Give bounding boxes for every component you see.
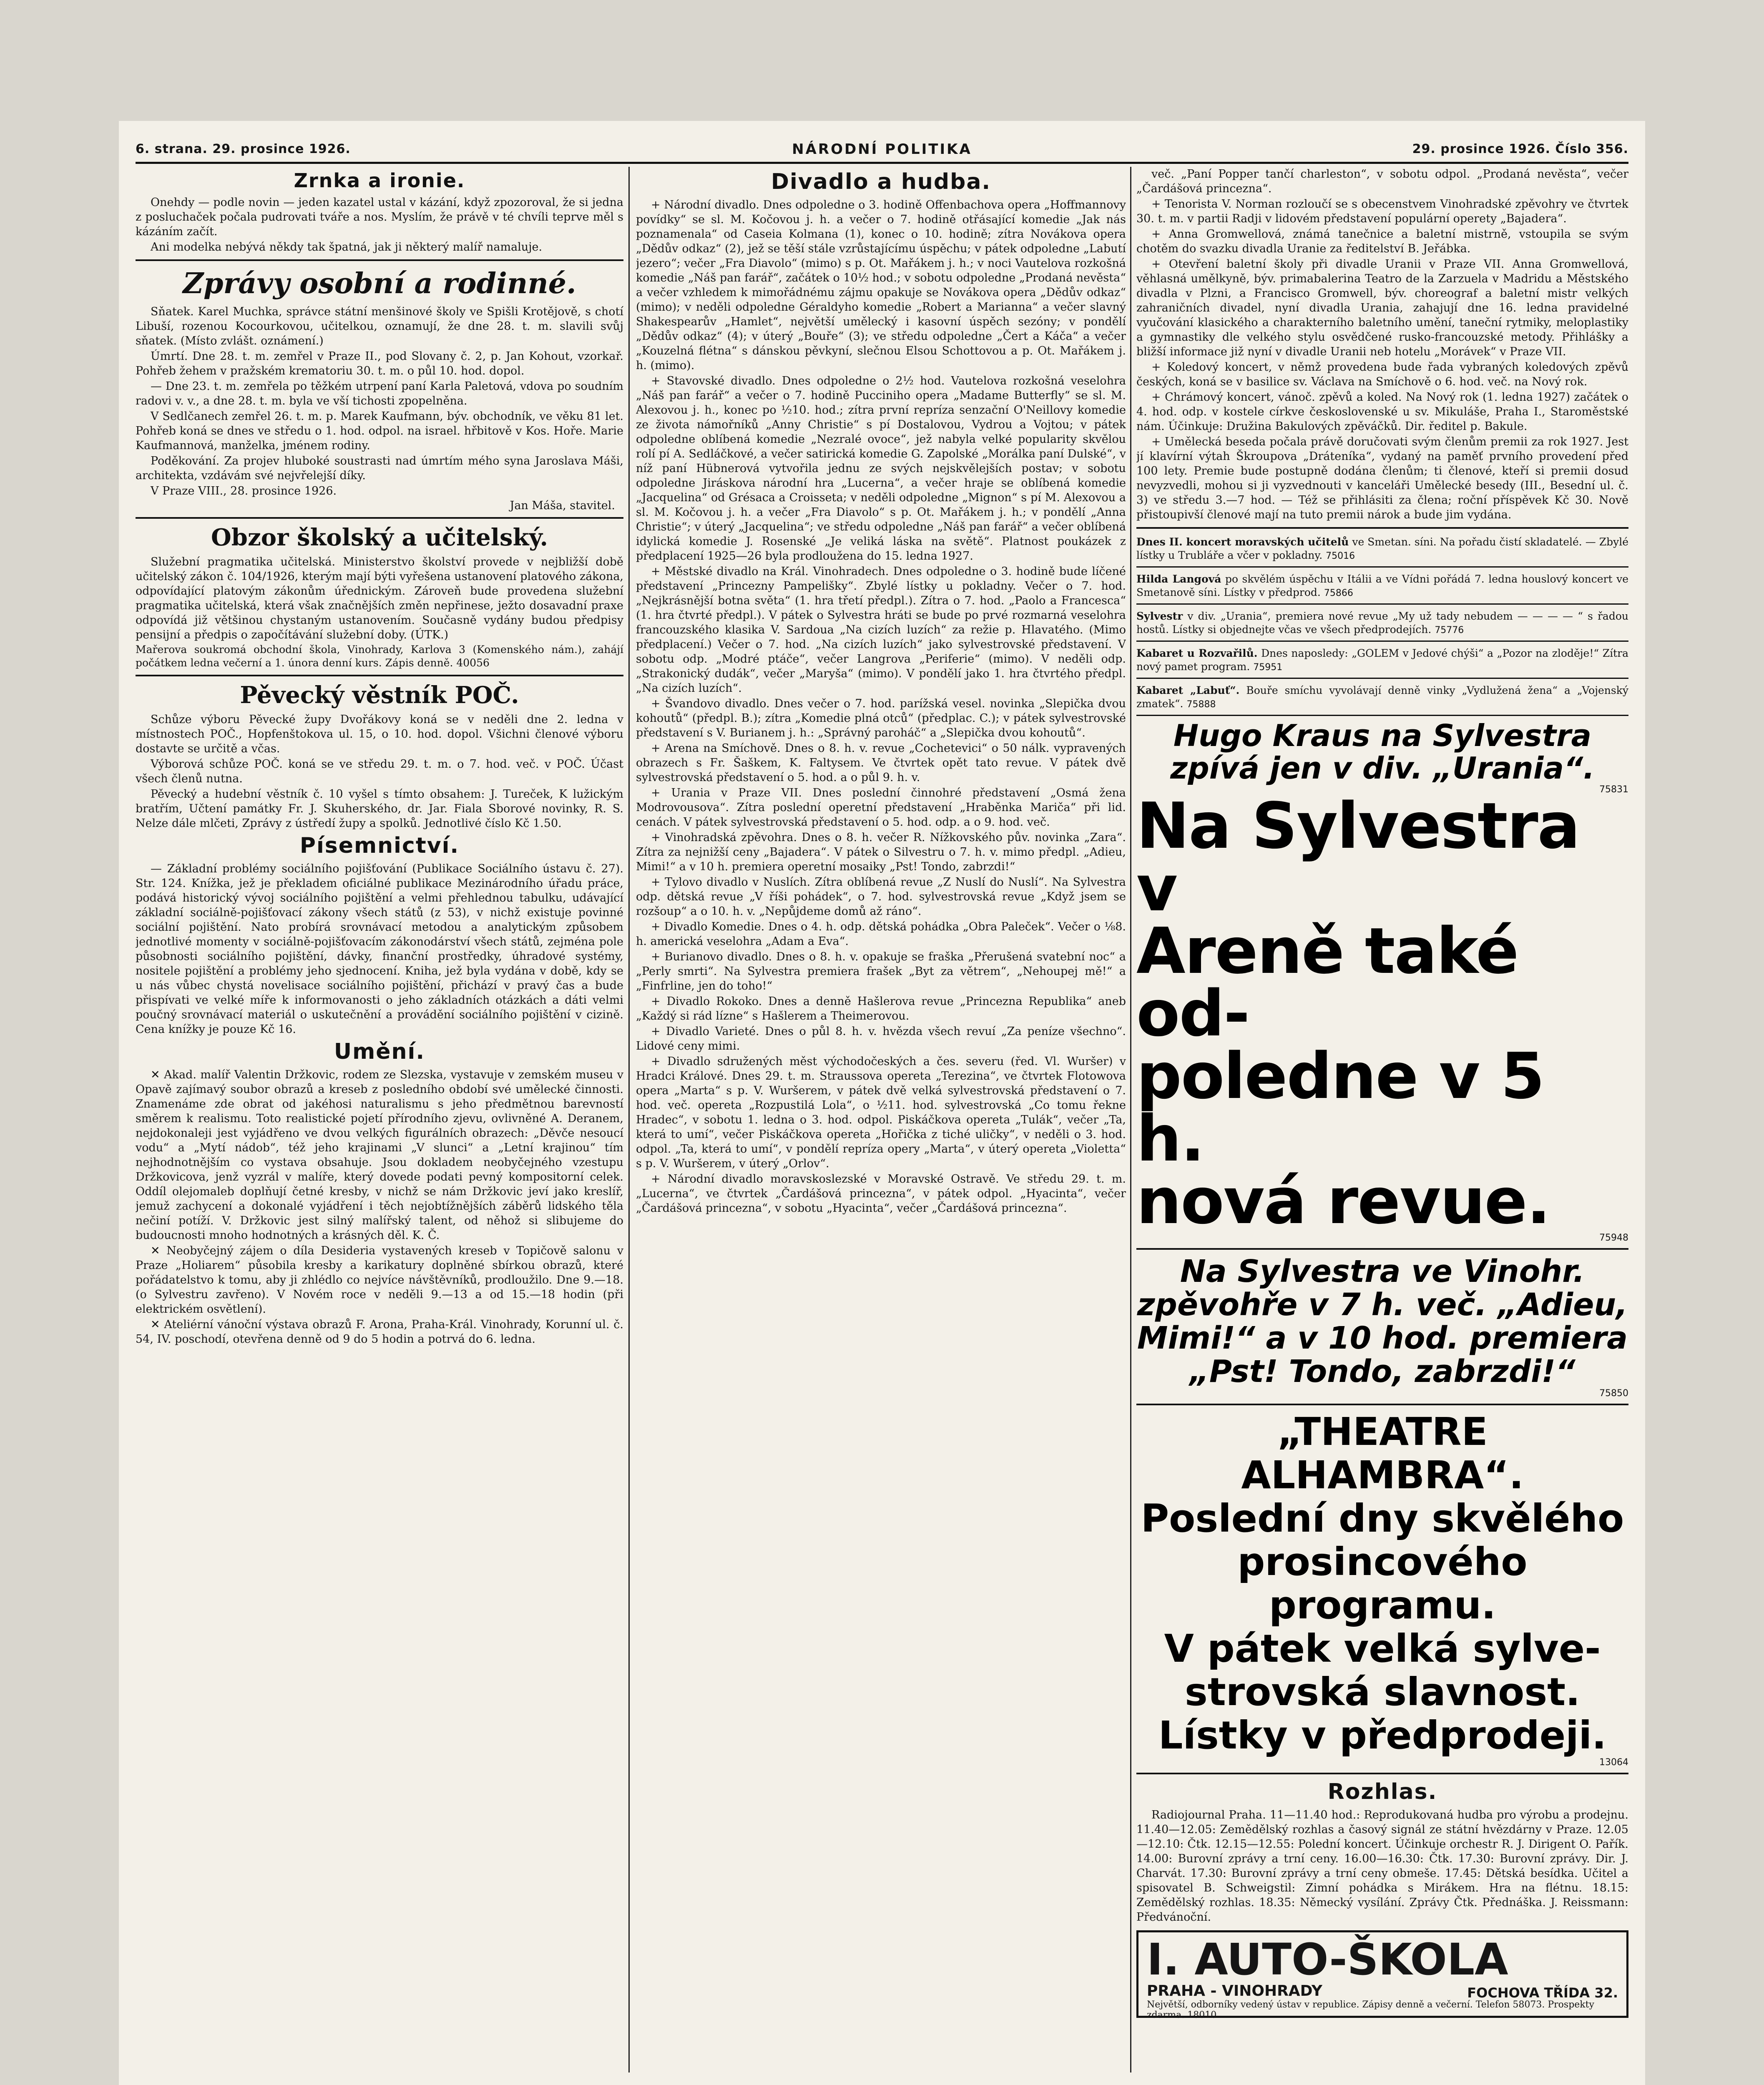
article-paragraph: Služební pragmatika učitelská. Ministerstvo školství provede v nejbližší době učitelský zákon č. 104/1926, kterým mají býti vyřešena ustanovení platového zákona, odpovídající platovým zákonům úřednickým. Zároveň bude provedena služební pragmatika učitelská, která však značnějších změn nepřinese, ježto dosavadní praxe odpovídá již většinou chystaným ustanovením. Současně vydány budou předpisy pensijní a předpis o započítávání služební doby. (ÚTK.) — [136, 555, 623, 641]
article-paragraph: Onehdy — podle novin — jeden kazatel ustal v kázání, když zpozoroval, že si jedna z posluchaček počala pudrovati tváře a nos. Myslím, že právě v té chvíli teprve měl s kázáním začít. — [136, 196, 623, 238]
article-paragraph: + Urania v Praze VII. Dnes poslední činnohré představení „Osmá žena Modrovousova“. Zítra poslední operetní představení „Hraběnka Mariča“ při lid. cenách. V pátek sylvestrovská představení o 5. hod. odp. a o 9. hod. več. — [636, 786, 1126, 829]
article-paragraph: V Praze VIII., 28. prosince 1926. — [151, 485, 337, 497]
divider — [136, 517, 623, 519]
ad-line: Areně také od- — [1136, 914, 1518, 1050]
section-title-umeni: Umění. — [334, 1039, 425, 1064]
article-paragraph: + Divadlo Varieté. Dnes o půl 8. h. v. hvězda všech revuí „Za peníze všechno“. Lidové ceny mimi. — [636, 1025, 1126, 1053]
article-paragraph: + Chrámový koncert, vánoč. zpěvů a koled. Na Nový rok (1. ledna 1927) začátek o 4. hod. odp. v kostele církve československé u sv. Mikuláše, Praha I., Staroměstské nám. Účinkuje: Družina Bakulových zpěváčků. Dir. ředitel p. Bakule. — [1136, 391, 1628, 433]
column-1 — [136, 167, 623, 2072]
ad-text: po skvělém úspěchu v Itálii a ve Vídni pořádá 7. ledna houslový koncert ve Smetanově síni. Lístky v předprod. — [1136, 573, 1628, 598]
ad-text: Dnes naposledy: „GOLEM v Jedové chýši“ a „Pozor na zloděje!“ Zítra nový pamet program. — [1136, 647, 1628, 673]
ad-line: Mimi!“ a v 10 hod. premiera — [1137, 1320, 1628, 1356]
divider — [136, 675, 623, 676]
ad-auto-address: FOCHOVA TŘÍDA 32. — [1467, 1985, 1618, 2001]
ad-text: v div. „Urania“, premiera nové revue „My už tady nebudem — — — — “ s řadou hostů. Lístky si objednejte včas ve všech předprodejích. — [1136, 610, 1628, 636]
article-paragraph: Schůze výboru Pěvecké župy Dvořákovy koná se v neděli dne 2. ledna v místnostech POČ., Hopfenštokova ul. 15, o 10. hod. dopol. Všichni členové výboru dostavte se určitě a včas. — [136, 713, 623, 755]
article-paragraph: Ani modelka nebývá někdy tak špatná, jak ji některý malíř namaluje. — [151, 241, 543, 254]
ad-number: 75948 — [1599, 1233, 1628, 1243]
ad-notice — [1136, 608, 1628, 642]
ad-number: 75951 — [1253, 662, 1283, 673]
article-paragraph: + Otevření baletní školy při divadle Uranii v Praze VII. Anna Gromwellová, věhlasná umělkyně, býv. primabalerina Teatro de la Zarzuela v Madridu a Městského divadla v Plzni, a Francisco Gromwell, býv. choreograf a baletní mistr velkých zahraničních divadel, nyní divadla Urania, zahajují dne 16. ledna pravidelné vyučování klasického a charakterního baletního umění, taneční rytmiky, meloplastiky a gymnastiky dle velkého stylu osvědčené rusko-francouzské metody. Přihlášky a bližší informace již nyní v divadle Uranii neb hotelu „Morávek“ v Praze VII. — [1136, 258, 1628, 358]
ad-notice — [1136, 682, 1628, 716]
article-paragraph: + Národní divadlo. Dnes odpoledne o 3. hodině Offenbachova opera „Hoffmannovy povídky“ se sl. M. Kočovou j. h. a večer o 7. hodině otřásající komedie „Jak nás poznamenala“ od Caseia Kolmana (1), konec o 10. hodině; zítra Novákova opera „Dědův odkaz“ (2), jež se těší stále vzrůstajícímu úspěchu; v pátek odpoledne „Labutí jezero“; večer „Fra Diavolo“ (mimo) s p. Ot. Mařákem j. h.; v noci Vautelova rozkošná komedie „Náš pan farář“, začátek o 10½ hod.; v sobotu odpoledne „Prodaná nevěsta“ a večer vzhledem k mimořádnému zájmu opakuje se Novákova opera „Dědův odkaz“ (mimo); v neděli odpoledne Géraldyho komedie „Robert a Marianna“ a večer slavný Shakespearův „Hamlet“, největší umělecký i kasovní úspěch sezóny; v pondělí „Dědův odkaz“ (4); v úterý „Bouře“ (3); ve středu odpoledne „Čert a Káča“ a večer „Kouzelná flétna“ s dánskou pěvkyní, slečnou Elsou Schottovou a p. Ot. Mařákem j. h. (mimo). — [636, 198, 1126, 372]
ad-title: Hilda Langová — [1136, 573, 1221, 585]
ad-number: 75866 — [1324, 588, 1353, 598]
ad-line: V pátek velká sylve- — [1164, 1626, 1601, 1671]
article-paragraph: + Tenorista V. Norman rozloučí se s obecenstvem Vinohradské zpěvohry ve čtvrtek 30. t. m. v partii Radji v lidovém představení populární operety „Bajadera“. — [1136, 198, 1628, 225]
ad-vinohradska-zpevohra — [1136, 1255, 1628, 1388]
classified-ad: Mařerova soukromá obchodní škola, Vinohrady, Karlova 3 (Komenského nám.), zahájí počátkem ledna večerní a 1. února denní kurs. Zápis denně. 40056 — [136, 643, 623, 669]
ad-auto-city: PRAHA - VINOHRADY — [1147, 1982, 1322, 2000]
article-paragraph: + Burianovo divadlo. Dnes o 8. h. v. opakuje se fraška „Přerušená svatební noc“ a „Perly smrti“. Na Sylvestra premiera frašek „Byt za větrem“, „Nehoupej mě!“ a „Finfrline, jen do toho!“ — [636, 950, 1126, 992]
section-title-rozhlas: Rozhlas. — [1327, 1779, 1437, 1804]
section-title-osobni: Zprávy osobní a rodinné. — [183, 267, 576, 300]
ad-line: Poslední dny skvělého — [1141, 1496, 1624, 1541]
section-title-skolsky: Obzor školský a učitelský. — [211, 524, 548, 551]
column-rule — [628, 167, 630, 2072]
article-paragraph: Výborová schůze POČ. koná se ve středu 29. t. m. o 7. hod. več. v POČ. Účast všech členů nutna. — [136, 758, 623, 785]
article-paragraph: + Arena na Smíchově. Dnes o 8. h. v. revue „Cochetevici“ o 50 nálk. vypravených obrazech s Fr. Šaškem, K. Faltysem. Ve čtvrtek opět tato revue. V pátek dvě sylvestrovská představení o 5. hod. a o půl 9. h. v. — [636, 742, 1126, 784]
ad-line: Lístky v předprodeji. — [1158, 1713, 1607, 1758]
section-title-divadlo: Divadlo a hudba. — [771, 169, 991, 194]
header-right: 29. prosince 1926. Číslo 356. — [1412, 142, 1628, 156]
article-paragraph: + Anna Gromwellová, známá tanečnice a baletní mistrně, vstoupila se svým chotěm do svazku divadla Uranie za ředitelství B. Jeřábka. — [1136, 228, 1628, 255]
ad-number: 75888 — [1186, 699, 1216, 710]
article-paragraph: Pěvecký a hudební věstník č. 10 vyšel s tímto obsahem: J. Tureček, K lužickým bratřím, Učtení památky Fr. J. Skuherského, dr. Jar. Fiala Sborové novinky, R. S. Nelze dále mlčeti, Zprávy z ústředí župy a spolků. Jednotlivé číslo Kč 1.50. — [136, 788, 623, 830]
article-paragraph: + Koledový koncert, v němž provedena bude řada vybraných koledových zpěvů českých, koná se v basilice sv. Václava na Smíchově o 6. hod. več. na Nový rok. — [1136, 361, 1628, 388]
ad-title: Sylvestr — [1136, 610, 1183, 622]
article-paragraph: + Městské divadlo na Král. Vinohradech. Dnes odpoledne o 3. hodině bude líčené představení „Princezny Pampelišky“. Zbylé lístky u pokladny. Večer o 7. hod. „Nejkrásnější botna světa“ (1. hra třetí předpl.). Zítra o 7. hod. „Paolo a Francesca“ (1. hra čtvrté předpl.). V pátek o Sylvestra hráti se bude po prvé rozmarná veselohra francouzského klasika V. Sardoua „Na cizích luzích“ za režie p. Hlavatého. (Mimo předplacení.) Večer o 7. hod. „Na cizích luzích“ jako sylvestrovské představení. V sobotu odp. „Modré ptáče“, večer Langrova „Periferie“ (mimo). V neděli odp. „Strakonický dudák“, večer „Maryša“ (mimo). V pondělí jako 1. hra čtvrtého předpl. „Na cizích luzích“. — [636, 565, 1126, 695]
article-paragraph: + Stavovské divadlo. Dnes odpoledne o 2½ hod. Vautelova rozkošná veselohra „Náš pan farář“ a večer o 7. hodině Pucciniho opera „Madame Butterfly“ se sl. M. Alexovou j. h., konec po ½10. hod.; zítra první repríza senzační O'Neillovy komedie ze života námořníků „Anny Christie“ s pí Dostalovou, Vydrou a Vojtou; v pátek odpoledne oblíbená komedie „Nezralé ovoce“, jež nabyla velké popularity skvělou rolí pí A. Sedláčkové, a večer satirická komedie G. Zapolské „Morálka paní Dulské“, v níž paní Hübnerová vytvořila jednu ze svých nejskvělejších postav; v sobotu odpoledne Jiráskova národní hra „Lucerna“, a večer hraje se oblíbená komedie „Jacquelina“ od Grésaca a Croisseta; v neděli odpoledne „Mignon“ s pí M. Alexovou a sl. M. Kočovou j. h. a večer „Fra Diavolo“ s p. Ot. Mařákem j. h.; v pondělí „Anna Christie“; v úterý „Jacquelina“; ve středu odpoledne „Náš pan farář“ a večer oblíbená idylická komedie J. Rosenské „Je veliká láska na světě“. Platnost poukázek z předplacení 1925—26 byla prodloužena do 15. ledna 1927. — [636, 374, 1126, 563]
divider — [1136, 1404, 1628, 1405]
ad-line: prosincového programu. — [1237, 1540, 1528, 1628]
ad-number: 75831 — [1599, 784, 1628, 795]
article-paragraph: Úmrtí. Dne 28. t. m. zemřel v Praze II., pod Slovany č. 2, p. Jan Kohout, vzorkař. Pohřeb žehem v pražském krematoriu 30. t. m. o půl 10. hod. dopol. — [136, 350, 623, 377]
ad-notice — [1136, 645, 1628, 679]
ad-hugo-kraus: Hugo Kraus na Sylvestra zpívá jen v div. „Urania“. — [1170, 718, 1595, 786]
ad-line: nová revue. — [1136, 1164, 1550, 1238]
ad-notice — [1136, 571, 1628, 605]
article-paragraph: ✕ Neobyčejný zájem o díla Desideria vystavených kreseb v Topičově salonu v Praze „Holiarem“ působila kresby a karikatury doplněné sbírkou obrazů, které pořádatelstvo k tomu, aby ji zhlédlo co nejvíce návštěvníků, prodloužilo. Dne 9.—18. (o Sylvestru zavřeno). V Novém roce v neděli 9.—13 a od 15.—18 hodin (při elektrickém osvětlení). — [136, 1244, 623, 1316]
column-3 — [1136, 167, 1628, 2085]
ad-theatre-alhambra — [1136, 1410, 1628, 1757]
article-paragraph: + Vinohradská zpěvohra. Dnes o 8. h. večer R. Nížkovského pův. novinka „Zara“. Zítra za nejnižší ceny „Bajadera“. V pátek o Silvestru o 7. h. v. mimo předpl. „Adieu, Mimi!“ a v 10 h. premiera operetní mosaiky „Pst! Tondo, zabrzdi!“ — [636, 831, 1126, 873]
ad-text: Bouře smíchu vyvolávají denně vinky „Vydlužená žena“ a „Vojenský zmatek“. — [1136, 684, 1628, 710]
article-paragraph: Sňatek. Karel Muchka, správce státní menšinové školy ve Spišli Krotějově, s chotí Libuší, rozenou Kocourkovou, učitelkou, oznamují, že dne 28. t. m. slavili svůj sňatek. (Místo zvlášt. oznámení.) — [136, 305, 623, 347]
article-paragraph: V Sedlčanech zemřel 26. t. m. p. Marek Kaufmann, býv. obchodník, ve věku 81 let. Pohřeb koná se dnes ve středu o 1. hod. odpol. na israel. hřbitově v Kos. Hoře. Marie Kaufmannová, manželka, jménem rodiny. — [136, 410, 623, 452]
ad-text: ve Smetan. síni. Na pořadu čistí skladatelé. — Zbylé lístky u Trubláře a včer v pokladny. — [1136, 536, 1628, 561]
ad-notice — [1136, 534, 1628, 568]
article-paragraph: + Divadlo sdružených měst východočeských a čes. severu (řed. Vl. Wuršer) v Hradci Králové. Dnes 29. t. m. Straussova opereta „Terezina“, ve čtvrtek Flotowova opera „Marta“ s p. V. Wuršerem, v pátek dvě velká sylvestrovská představení o 7. hod. več. opereta „Rozpustilá Lola“, o ½11. hod. sylvestrovská „Co tomu řekne Hradec“, v sobotu 1. ledna o 3. hod. odpol. Piskáčkova opereta „Tulák“, večer „Ta, která to umí“, večer Piskáčkova opereta „Hořička z tiché uličky“, v neděli o 3. hod. odpol. „Ta, která to umí“, v pondělí repríza opery „Marta“, v úterý opereta „Violetta“ s p. V. Wuršerem, v úterý „Orlov“. — [636, 1055, 1126, 1170]
ad-auto-info: Největší, odborníky vedený ústav v republice. Zápisy denně a večerní. Telefon 58073. Prospekty zdarma. 18010 — [1147, 2000, 1594, 2020]
article-paragraph: + Národní divadlo moravskoslezské v Moravské Ostravě. Ve středu 29. t. m. „Lucerna“, ve čtvrtek „Čardášová princezna“, v pátek odpol. „Hyacinta“, večer „Čardášová princezna“, v sobotu „Hyacinta“, večer „Čardášová princezna“. — [636, 1173, 1126, 1215]
article-paragraph: Poděkování. Za projev hluboké soustrasti nad úmrtím mého syna Jaroslava Máši, architekta, vzdávám své nejvřelejší díky. — [136, 455, 623, 482]
article-paragraph: + Divadlo Komedie. Dnes o 4. h. odp. dětská pohádka „Obra Paleček“. Večer o ⅛8. h. americká veselohra „Adam a Eva“. — [636, 920, 1126, 948]
header-left: 6. strana. 29. prosince 1926. — [136, 142, 351, 156]
ad-auto-skola — [1136, 1930, 1628, 2018]
newspaper-page — [119, 121, 1645, 2085]
ad-line: zpěvohře v 7 h. več. „Adieu, — [1137, 1287, 1628, 1323]
ad-title: Kabaret „Labuť“. — [1136, 684, 1240, 696]
section-title-zrnka: Zrnka a ironie. — [294, 169, 465, 192]
article-paragraph: več. „Paní Popper tančí charleston“, v sobotu odpol. „Prodaná nevěsta“, večer „Čardášová princezna“. — [1136, 168, 1628, 195]
divider — [136, 259, 623, 261]
ad-number: 13064 — [1599, 1757, 1628, 1768]
article-paragraph: + Švandovo divadlo. Dnes večer o 7. hod. parížská vesel. novinka „Slepička dvou kohoutů“ (předpl. B.); zítra „Komedie plná otců“ (předplac. C.); v pátek sylvestrovské představení s V. Burianem j. h.: „Správný paroháč“ a „Slepička dvou kohoutů“. — [636, 697, 1126, 739]
article-paragraph: + Tylovo divadlo v Nuslích. Zítra oblíbená revue „Z Nuslí do Nuslí“. Na Sylvestra odp. dětská revue „V říši pohádek“, o 7. hod. sylvestrovská revue „Když jsem se rozšoup“ a o 10. h. v. „Nepůjdeme domů až ráno“. — [636, 876, 1126, 918]
ad-number: 75776 — [1435, 625, 1464, 636]
divider — [1136, 1248, 1628, 1250]
section-title-pisemnictvi: Písemnictví. — [299, 833, 460, 858]
article-paragraph: ✕ Akad. malíř Valentin Držkovic, rodem ze Slezska, vystavuje v zemském museu v Opavě zajímavý soubor obrazů a kreseb z posledního období své umělecké činnosti. Znamenáme zde obrat od jakéhosi naturalismu s jeho předmětnou barevností směrem k realismu. Toto realistické pojetí přírodního zjevu, ovlivněné A. Deranem, nejdokonaleji jest vyjádřeno ve dvou velkých figurálních obrazech: „Děvče nesoucí vodu“ a „Mytí nádob“, též jeho krajinami „V slunci“ a „Letní krajinou“ tím nejhodnotnějším co vystava obsahuje. Jsou dokladem neobyčejného vzestupu Držkovicova, jenž vyzrál v malíře, který dovede podati pevný kompositorní celek. Oddíl olejomaleb doplňují četné kresby, v nichž se nám Držkovic jeví jako kreslíř, jemuž zachycení a dokonalé vyjádření i těch nejobtížnějších záběrů lidského těla nečiní potíží. V. Držkovic jest silný malířský talent, od něhož si slibujeme do budoucnosti mnoho hodnotných a krásných děl. K. Č. — [136, 1068, 623, 1242]
ad-number: 75850 — [1599, 1388, 1628, 1399]
article-paragraph: + Umělecká beseda počala právě doručovati svým členům premii za rok 1927. Jest jí klavírní výtah Škroupova „Dráteníka“, vydaný na paměť prvního provedení před 100 lety. Premie bude postupně dodána členům; ti členové, kteří si premii dosud nevyzvedli, mohou si ji vyzvednouti v kanceláři Umělecké besedy (III., Besední ul. č. 3) ve středu 3.—7 hod. — Též se přihlásiti za člena; roční příspěvek Kč 30. Nově přistoupivší členové mají na tuto premii nárok a bude jim vydána. — [1136, 435, 1628, 521]
signature: Jan Máša, stavitel. — [510, 499, 615, 512]
ad-line: Na Sylvestra v — [1136, 789, 1580, 925]
article-paragraph: + Divadlo Rokoko. Dnes a denně Hašlerova revue „Princezna Republika“ aneb „Každý si rád lízne“ s Hašlerem a Theimerovou. — [636, 995, 1126, 1022]
masthead-title: NÁRODNÍ POLITIKA — [792, 141, 972, 158]
section-title-pevecky: Pěvecký věstník POČ. — [240, 681, 519, 709]
article-paragraph: — Základní problémy sociálního pojišťování (Publikace Sociálního ústavu č. 27). Str. 124. Knížka, jež je překladem oficiálné publikace Mezinárodního úřadu práce, podává historický vývoj sociálního pojištění a velmi přehlednou tabulku, udávající základní sociálně-pojišťovací zákony všech států (z 53), v nichž existuje povinné sociální pojištění. Nato probírá srovnávací metodou a analytickým způsobem jednotlivé momenty v sociálně-pojišťovacím zákonodárství všech států, zejména pole působnosti sociálního pojištění, dávky, finanční prostředky, úhradové systémy, nositele pojištění a problémy jeho sjednocení. Kniha, jež byla vydána v době, kdy se u nás vůbec chystá novelisace sociálního pojištění, přichází v pravý čas a bude přispívati ve velké míře k informovanosti o jeho základních otázkách a dáti velmi poučný srovnávací materiál o uskutečnění a provádění sociálního pojištění v cizině. Cena knížky je pouze Kč 16. — [136, 862, 623, 1036]
divider — [1136, 1773, 1628, 1774]
ad-line: Na Sylvestra ve Vinohr. — [1180, 1254, 1585, 1289]
ad-line: „THEATRE ALHAMBRA“. — [1241, 1409, 1524, 1497]
column-rule — [1130, 167, 1131, 2072]
article-paragraph: Radiojournal Praha. 11—11.40 hod.: Reprodukovaná hudba pro výrobu a prodejnu. 11.40—12.05: Zemědělský rozhlas a časový signál ze státní hvězdárny v Praze. 12.05—12.10: Čtk. 12.15—12.55: Polední koncert. Účinkuje orchestr R. J. Dirigent O. Pařík. 14.00: Burovní zprávy a trní ceny. 16.00—16.30: Čtk. 17.30: Burovní zprávy. Dir. J. Charvát. 17.30: Burovní zprávy a trní ceny obmeše. 17.45: Dětská besídka. Učitel a spisovatel B. Schweigstil: Zimní pohádka s Mirákem. Hra na flétnu. 18.15: Zemědělský rozhlas. 18.35: Německý vysílání. Zprávy Čtk. Přednáška. J. Reissmann: Předvánoční. — [1136, 1809, 1628, 1924]
article-paragraph: — Dne 23. t. m. zemřela po těžkém utrpení paní Karla Paletová, vdova po soudním radovi v. v., a dne 28. t. m. byla ve vší tichosti zpopelněna. — [136, 380, 623, 407]
ad-auto-name: I. AUTO-ŠKOLA — [1147, 1934, 1508, 1985]
column-2 — [636, 167, 1126, 2085]
page-header — [136, 138, 1628, 164]
ad-line: strovská slavnost. — [1184, 1670, 1581, 1714]
ad-title: Kabaret u Rozvařilů. — [1136, 647, 1258, 659]
divider — [1136, 527, 1628, 529]
ad-title: Dnes II. koncert moravských učitelů — [1136, 536, 1349, 548]
ad-line: poledne v 5 h. — [1136, 1039, 1544, 1176]
article-paragraph: ✕ Ateliérní vánoční výstava obrazů F. Arona, Praha-Král. Vinohrady, Korunní ul. č. 54, IV. poschodí, otevřena denně od 9 do 5 hodin a potrvá do 6. ledna. — [136, 1318, 623, 1346]
ad-line: „Pst! Tondo, zabrzdi!“ — [1189, 1354, 1576, 1389]
ad-number: 75016 — [1326, 551, 1355, 561]
